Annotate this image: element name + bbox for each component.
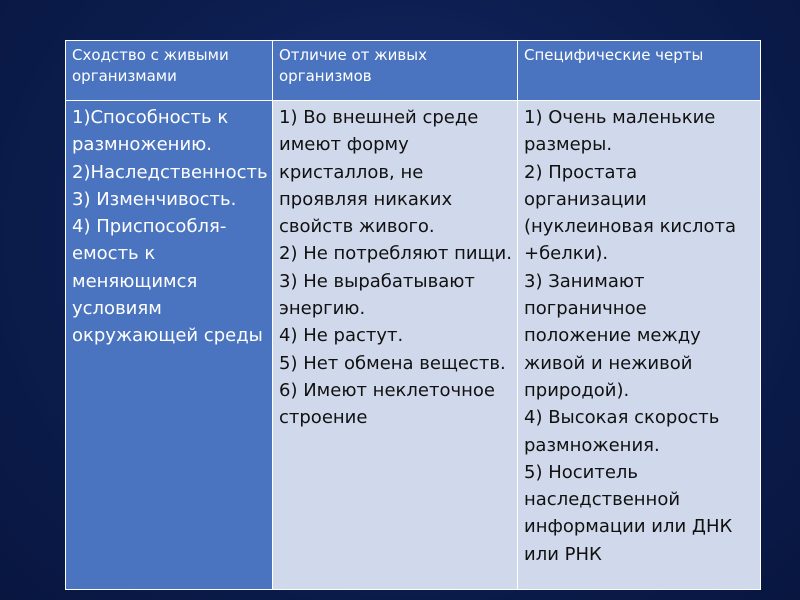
cell-text-line: размножению. xyxy=(72,134,213,156)
cell-text-line: информации или ДНК xyxy=(524,516,733,538)
cell-text-line: (нуклеиновая кислота xyxy=(524,216,737,238)
cell-text-line: 1) Очень маленькие xyxy=(524,107,716,128)
cell-text-line: размеры. xyxy=(524,134,613,156)
cell-text-line: имеют форму xyxy=(279,134,409,156)
cell-text-line: положение между xyxy=(524,325,701,347)
cell-text-line: +белки). xyxy=(524,243,609,265)
cell-text-line: 6) Имеют неклеточное xyxy=(279,379,495,401)
header-differences: Отличие от живых организмов xyxy=(273,41,518,101)
cell-text-line: энергию. xyxy=(279,298,366,320)
cell-text-line: проявляя никаких xyxy=(279,188,453,210)
content-row xyxy=(66,101,761,590)
cell-text-line: размножения. xyxy=(524,434,660,456)
cell-text-line: 1)Способность к xyxy=(72,107,229,128)
header-specific-features: Специфические черты xyxy=(518,41,761,101)
cell-text-line: 4) Не растут. xyxy=(279,325,404,347)
cell-specific-features xyxy=(518,101,761,590)
cell-text-line: 3) Изменчивость. xyxy=(72,188,237,210)
cell-text-line: организации xyxy=(524,188,647,210)
cell-text-line: 1) Во внешней среде xyxy=(279,107,479,128)
cell-text-line: окружающей среды xyxy=(72,325,263,347)
header-similarities: Сходство с живыми организмами xyxy=(66,41,273,101)
cell-text-line: или РНК xyxy=(524,543,602,565)
cell-text-line: 2) Простата xyxy=(524,161,638,183)
cell-text-line: 3) Занимают xyxy=(524,270,645,292)
cell-text-line: условиям xyxy=(72,298,162,320)
comparison-table xyxy=(65,40,761,590)
cell-text-line: 2) Не потребляют пищи. xyxy=(279,243,512,265)
cell-text-line: строение xyxy=(279,407,368,429)
cell-text-line: природой). xyxy=(524,379,630,401)
cell-text-line: наследственной xyxy=(524,489,681,511)
cell-text-line: емость к xyxy=(72,243,156,265)
cell-text-line: свойств живого. xyxy=(279,216,435,238)
cell-text-line: 4) Высокая скорость xyxy=(524,407,720,429)
cell-similarities xyxy=(66,101,273,590)
cell-text-line: 5) Нет обмена веществ. xyxy=(279,352,506,374)
cell-text-line: 5) Носитель xyxy=(524,461,639,483)
cell-text-line: кристаллов, не xyxy=(279,161,424,183)
cell-text-line: 3) Не вырабатывают xyxy=(279,270,475,292)
cell-differences xyxy=(273,101,518,590)
cell-text-line: 2)Наследственность xyxy=(72,161,268,183)
header-row xyxy=(66,41,761,101)
cell-text-line: живой и неживой xyxy=(524,352,693,374)
cell-text-line: меняющимся xyxy=(72,270,198,292)
cell-text-line: 4) Приспособля- xyxy=(72,216,227,238)
cell-text-line: пограничное xyxy=(524,298,647,320)
